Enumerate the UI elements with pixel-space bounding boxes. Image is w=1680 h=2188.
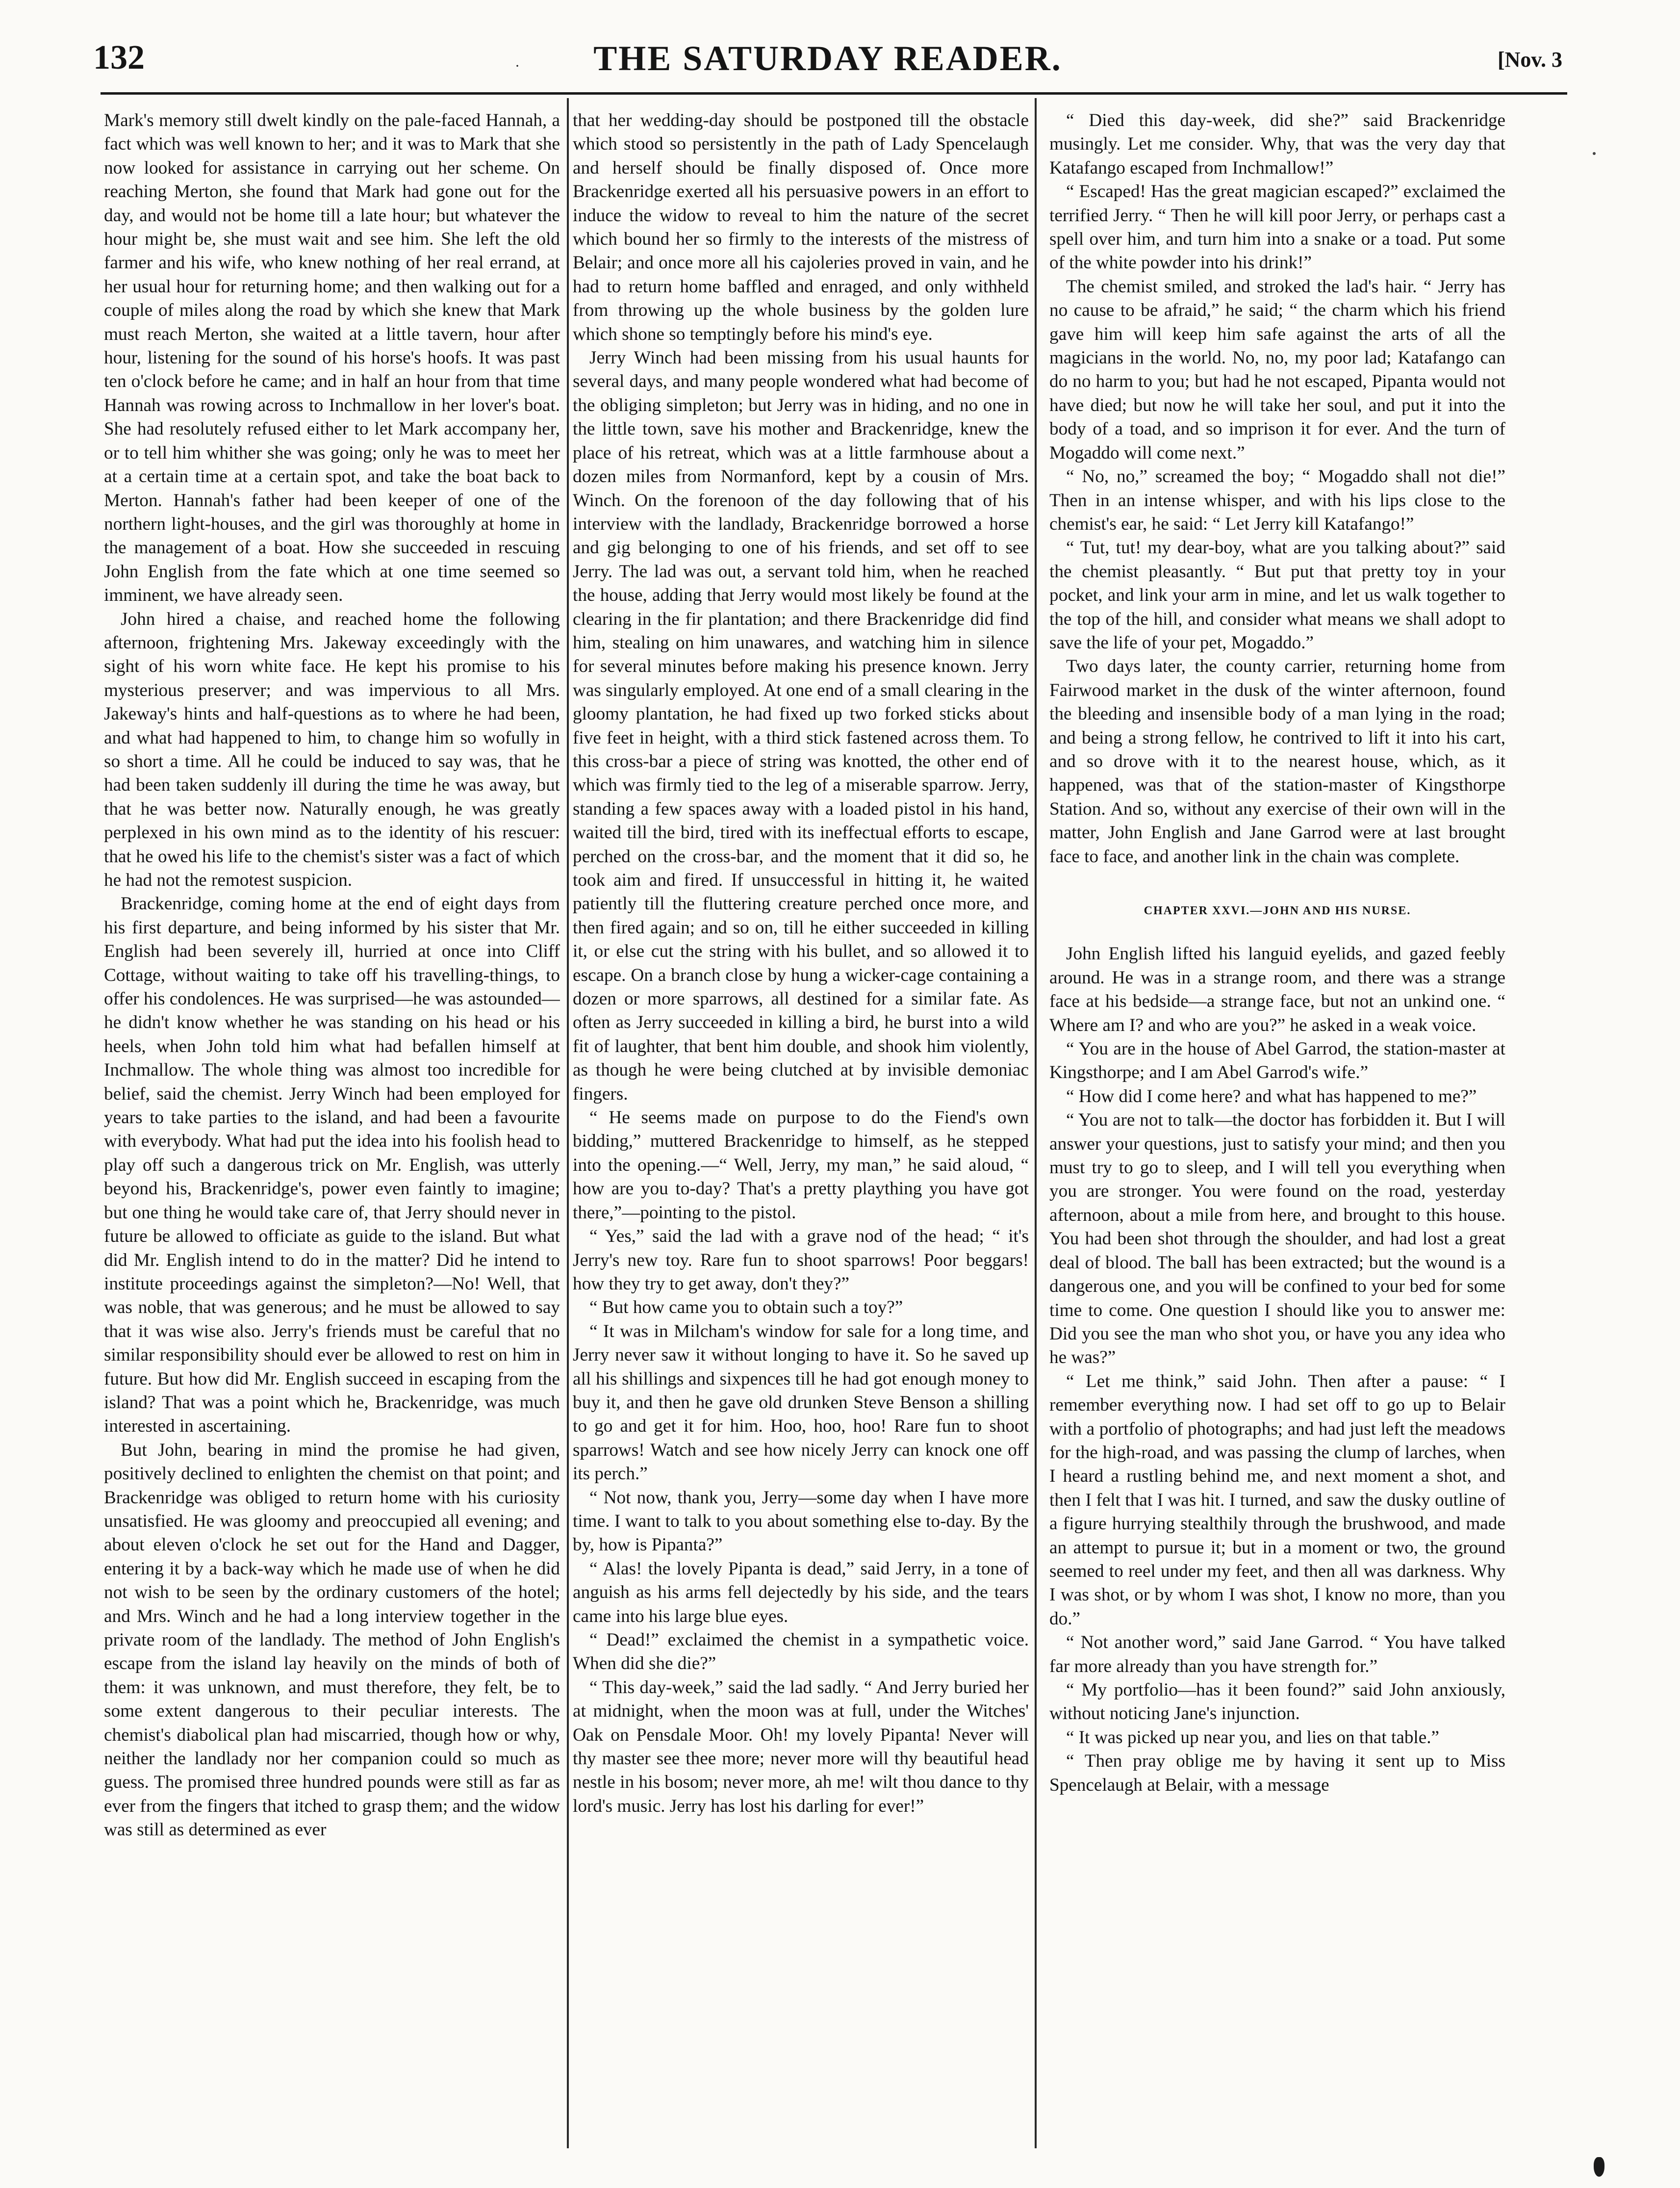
article-paragraph: “ Not now, thank you, Jerry—some day when I have more time. I want to talk to you about something else to-day. By the by, how is Pipanta?” — [573, 1487, 1029, 1555]
article-paragraph: “ Tut, tut! my dear-boy, what are you talking about?” said the chemist pleasantly. “ But put that pretty toy in your pocket, and link your arm in mine, and let us walk together to the top of the hill, and consider what means we shall adopt to save the life of your pet, Mogaddo.” — [1049, 538, 1505, 653]
column-3 — [1049, 109, 1505, 2149]
page-number: 132 — [93, 39, 145, 77]
article-paragraph: John English lifted his languid eyelids, and gazed feebly around. He was in a strange room, and there was a strange face at his bedside—a strange face, but not an unkind one. “ Where am I? and who are you?” he asked in a weak voice. — [1049, 944, 1505, 1035]
article-paragraph: “ Dead!” exclaimed the chemist in a sympathetic voice. When did she die?” — [573, 1630, 1029, 1674]
margin-mark — [1593, 152, 1596, 155]
article-paragraph: “ No, no,” screamed the boy; “ Mogaddo shall not die!” Then in an intense whisper, and with his lips close to the chemist's ear, he said: “ Let Jerry kill Katafango!” — [1049, 466, 1505, 534]
article-paragraph: Two days later, the county carrier, returning home from Fairwood market in the dusk of the winter afternoon, found the bleeding and insensible body of a man lying in the road; and being a strong fellow, he contrived to lift it into his cart, and so drove with it to the nearest house, which, as it happened, was that of the station-master of Kingsthorpe Station. And so, without any exercise of their own will in the matter, John English and Jane Garrod were at last brought face to face, and another link in the chain was complete. — [1049, 656, 1505, 867]
article-paragraph: “ Then pray oblige me by having it sent up to Miss Spencelaugh at Belair, with a message — [1049, 1751, 1505, 1795]
article-paragraph: “ Yes,” said the lad with a grave nod of the head; “ it's Jerry's new toy. Rare fun to shoot sparrows! Poor beggars! how they try to get away, don't they?” — [573, 1226, 1029, 1294]
article-paragraph: “ Not another word,” said Jane Garrod. “ You have talked far more already than you have strength for.” — [1049, 1632, 1505, 1676]
article-paragraph: “ It was picked up near you, and lies on that table.” — [1066, 1727, 1440, 1748]
article-paragraph: “ Died this day-week, did she?” said Brackenridge musingly. Let me consider. Why, that was the very day that Katafango escaped from Inchmallow!” — [1049, 110, 1505, 178]
article-paragraph: Brackenridge, coming home at the end of eight days from his first departure, and being informed by his sister that Mr. English had been severely ill, hurried at once into Cliff Cottage, without waiting to take off his travelling-things, to offer his condolences. He was surprised—he was astounded—he didn't know whether he was standing on his head or his heels, when John told him what had befallen himself at Inchmallow. The whole thing was almost too incredible for belief, said the chemist. Jerry Winch had been employed for years to take parties to the island, and had been a favourite with everybody. What had put the idea into his foolish head to play off such a dangerous trick on Mr. English, was utterly beyond his, Brackenridge's, power even faintly to imagine; but one thing he would take care of, that Jerry should never in future be allowed to officiate as guide to the island. But what did Mr. English intend to do in the matter? Did he intend to institute proceedings against the simpleton?—No! Well, that was noble, that was generous; and he must be allowed to say that it was wise also. Jerry's friends must be careful that no similar responsibility should ever be allowed to rest on him in future. But how did Mr. English succeed in escaping from the island? That was a point which he, Brackenridge, was much interested in ascertaining. — [104, 894, 560, 1437]
article-paragraph: “ This day-week,” said the lad sadly. “ And Jerry buried her at midnight, when the moon was at full, under the Witches' Oak on Pensdale Moor. Oh! my lovely Pipanta! Never will thy master see thee more; never more will thy beautiful head nestle in his bosom; never more, ah me! wilt thou dance to thy lord's music. Jerry has lost his darling for ever!” — [573, 1677, 1029, 1816]
header-rule — [101, 92, 1567, 95]
article-paragraph: “ Escaped! Has the great magician escaped?” exclaimed the terrified Jerry. “ Then he will kill poor Jerry, or perhaps cast a spell over him, and turn him into a snake or a toad. Put some of the white powder into his drink!” — [1049, 181, 1505, 273]
article-paragraph: “ You are not to talk—the doctor has forbidden it. But I will answer your questions, just to satisfy your mind; and then you must try to go to sleep, and I will tell you everything when you are stronger. You were found on the road, yesterday afternoon, about a mile from here, and brought to this house. You had been shot through the shoulder, and had lost a great deal of blood. The ball has been extracted; but the wound is a dangerous one, and you will be confined to your bed for some time to come. One question I should like you to answer me: Did you see the man who shot you, or have you any idea who he was?” — [1049, 1110, 1505, 1368]
column-divider — [1035, 98, 1037, 2148]
chapter-heading: CHAPTER XXVI.—JOHN AND HIS NURSE. — [1144, 904, 1411, 917]
article-paragraph: John hired a chaise, and reached home the following afternoon, frightening Mrs. Jakeway exceedingly with the sight of his worn white face. He kept his promise to his mysterious preserver; and was impervious to all Mrs. Jakeway's hints and half-questions as to where he had been, and what had happened to him, to change him so wofully in so short a time. All he could be induced to say was, that he had been taken suddenly ill during the time he was away, but that he was better now. Naturally enough, he was greatly perplexed in his own mind as to the identity of his rescuer: that he owed his life to the chemist's sister was a fact of which he had not the remotest suspicion. — [104, 609, 560, 890]
article-paragraph: that her wedding-day should be postponed till the obstacle which stood so persistently in the path of Lady Spencelaugh and herself should be finally disposed of. Once more Brackenridge exerted all his persuasive powers in an effort to induce the widow to reveal to him the nature of the secret which bound her so firmly to the interests of the mistress of Belair; and once more all his cajoleries proved in vain, and he had to return home baffled and enraged, and only withheld from throwing up the whole business by the golden lure which shone so temptingly before his mind's eye. — [573, 110, 1029, 344]
article-paragraph: “ He seems made on purpose to do the Fiend's own bidding,” muttered Brackenridge to himself, as he stepped into the opening.—“ Well, Jerry, my man,” he said aloud, “ how are you to-day? That's a pretty plaything you have got there,”—pointing to the pistol. — [573, 1107, 1029, 1223]
article-paragraph: “ Alas! the lovely Pipanta is dead,” said Jerry, in a tone of anguish as his arms fell dejectedly by his side, and the tears came into his large blue eyes. — [573, 1558, 1029, 1626]
article-paragraph: But John, bearing in mind the promise he had given, positively declined to enlighten the chemist on that point; and Brackenridge was obliged to return home with his curiosity unsatisfied. He was gloomy and preoccupied all evening; and about eleven o'clock he set out for the Hand and Dagger, entering it by a back-way which he made use of when he did not wish to be seen by the ordinary customers of the hotel; and Mrs. Winch and he had a long interview together in the private room of the landlady. The method of John English's escape from the island lay heavily on the minds of both of them: it was unknown, and must therefore, they felt, be to some extent dangerous to their peculiar interests. The chemist's diabolical plan had miscarried, though how or why, neither the landlady nor her companion could so much as guess. The promised three hundred pounds were still as far as ever from the fingers that itched to grasp them; and the widow was still as determined as ever — [104, 1440, 560, 1840]
article-paragraph: Mark's memory still dwelt kindly on the pale-faced Hannah, a fact which was well known to her; and it was to Mark that she now looked for assistance in carrying out her scheme. On reaching Merton, she found that Mark had gone out for the day, and would not be home till a late hour; but whatever the hour might be, she must wait and see him. She left the old farmer and his wife, who knew nothing of her real errand, at her usual hour for returning home; and then walking out for a couple of miles along the road by which she knew that Mark must reach Merton, she waited at a little tavern, hour after hour, listening for the sound of his horse's hoofs. It was past ten o'clock before he came; and in half an hour from that time Hannah was rowing across to Inchmallow in her lover's boat. She had resolutely refused either to let Mark accompany her, or to tell him whither she was going; only he was to meet her at a certain time at a certain spot, and take the boat back to Merton. Hannah's father had been keeper of one of the northern light-houses, and the girl was thoroughly at home in the management of a boat. How she succeeded in rescuing John English from the fate which at one time seemed so imminent, we have already seen. — [104, 110, 560, 606]
article-paragraph: “ How did I come here? and what has happened to me?” — [1066, 1086, 1477, 1107]
article-paragraph: Jerry Winch had been missing from his usual haunts for several days, and many people wondered what had become of the obliging simpleton; but Jerry was in hiding, and no one in the little town, save his mother and Brackenridge, knew the place of his retreat, which was at a little farmhouse about a dozen miles from Normanford, kept by a cousin of Mrs. Winch. On the forenoon of the day following that of his interview with the landlady, Brackenridge borrowed a horse and gig belonging to one of his friends, and set off to see Jerry. The lad was out, a servant told him, when he reached the house, adding that Jerry would most likely be found at the clearing in the fir plantation; and there Brackenridge did find him, stealing on him unawares, and watching him in silence for several minutes before making his presence known. Jerry was singularly employed. At one end of a small clearing in the gloomy plantation, he had fixed up two forked sticks about five feet in height, with a third stick fastened across them. To this cross-bar a piece of string was knotted, the other end of which was firmly tied to the leg of a miserable sparrow. Jerry, standing a few spaces away with a loaded pistol in his hand, waited till the bird, tired with its ineffectual efforts to escape, perched on the cross-bar, and the moment that it did so, he took aim and fired. If unsuccessful in hitting it, he waited patiently till the fluttering creature perched once more, and then fired again; and so on, till he either succeeded in killing it, or else cut the string with his bullet, and so allowed it to escape. On a branch close by hung a wicker-cage containing a dozen or more sparrows, all destined for a similar fate. As often as Jerry succeeded in killing a bird, he burst into a wild fit of laughter, that bent him double, and shook him violently, as though he were being clutched at by invisible demoniac fingers. — [573, 348, 1029, 1104]
masthead-title: THE SATURDAY READER. — [593, 39, 1062, 78]
article-paragraph: The chemist smiled, and stroked the lad's hair. “ Jerry has no cause to be afraid,” he said; “ the charm which his friend gave him will keep him safe against the arts of all the magicians in the world. No, no, my poor lad; Katafango can do no harm to you; but had he not escaped, Pipanta would not have died; but now he will take her soul, and put it into the body of a toad, and so imprison it for ever. And the turn of Mogaddo will come next.” — [1049, 276, 1505, 463]
page-header — [93, 38, 1562, 85]
article-paragraph: “ Let me think,” said John. Then after a pause: “ I remember everything now. I had set off to go up to Belair with a portfolio of photographs; and had just left the meadows for the high-road, and was passing the clump of larches, when I heard a rustling behind me, and next moment a shot, and then I felt that I was hit. I turned, and saw the dusky outline of a figure hurrying stealthily through the brushwood, and made an attempt to pursue it; but in a moment or two, the ground seemed to reel under my feet, and then all was darkness. Why I was shot, or by whom I was shot, I know no more, than you do.” — [1049, 1371, 1505, 1629]
article-paragraph: “ My portfolio—has it been found?” said John anxiously, without noticing Jane's injunction. — [1049, 1680, 1505, 1724]
article-paragraph: “ It was in Milcham's window for sale for a long time, and Jerry never saw it without longing to have it. So he saved up all his shillings and sixpences till he had got enough money to buy it, and then he gave old drunken Steve Benson a shilling to go and get it for him. Hoo, hoo, hoo! Rare fun to shoot sparrows! Watch and see how nicely Jerry can knock one off its perch.” — [573, 1321, 1029, 1484]
column-2 — [573, 109, 1029, 2149]
issue-date: [Nov. 3 — [1498, 48, 1562, 72]
column-1 — [104, 109, 560, 2149]
ornament-dot: · — [515, 58, 520, 74]
ink-smudge — [1594, 2157, 1604, 2177]
article-paragraph: “ But how came you to obtain such a toy?” — [589, 1297, 903, 1318]
article-paragraph: “ You are in the house of Abel Garrod, the station-master at Kingsthorpe; and I am Abel Garrod's wife.” — [1049, 1039, 1505, 1083]
column-divider — [567, 98, 569, 2148]
